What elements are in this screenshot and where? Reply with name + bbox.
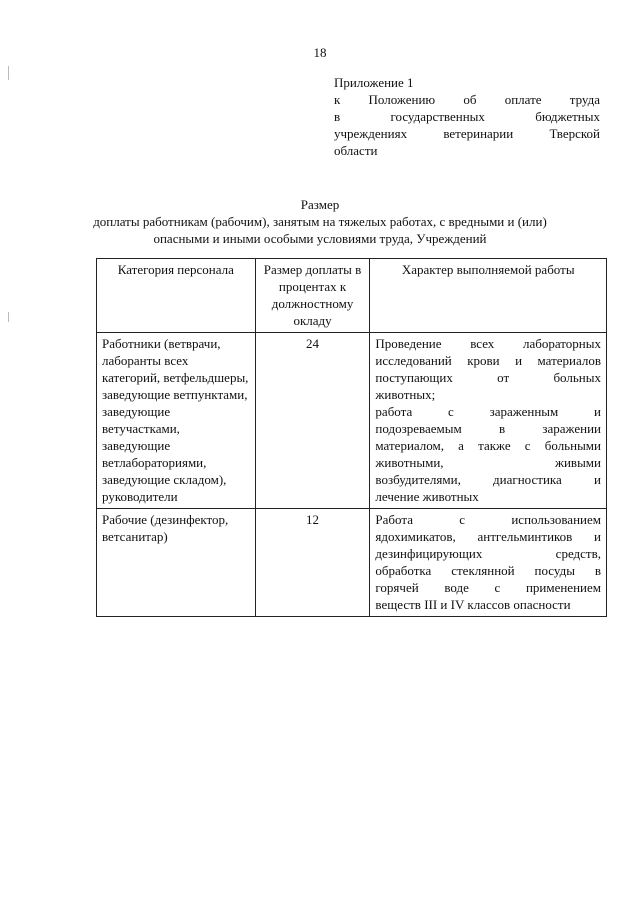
- description-line: лечение животных: [375, 489, 479, 504]
- appendix-line: к Положению об оплате труда: [334, 92, 600, 107]
- page-number: 18: [313, 45, 327, 60]
- table-header-row: [97, 259, 607, 333]
- description-line: работа с зараженным и: [375, 404, 601, 419]
- description-line: обработка стеклянной посуды в: [375, 563, 601, 578]
- appendix-line: в государственных бюджетных: [334, 109, 600, 124]
- description-line: горячей воде с применением: [375, 580, 601, 595]
- header-category: Категория персонала: [97, 259, 256, 333]
- document-heading: [0, 196, 640, 247]
- description-line: дезинфицирующих средств,: [375, 546, 601, 561]
- description-line: ядохимикатов, антгельминтиков и: [375, 529, 601, 544]
- header-description: Характер выполняемой работы: [370, 259, 607, 333]
- description-line: животных;: [375, 387, 436, 402]
- heading-title: Размер: [300, 197, 340, 212]
- description-line: животными, живыми: [375, 455, 601, 470]
- description-line: возбудителями, диагностика и: [375, 472, 601, 487]
- cell-description: [370, 333, 607, 509]
- cell-description: [370, 509, 607, 617]
- description-line: поступающих от больных: [375, 370, 601, 385]
- cell-size: 24: [255, 333, 370, 509]
- header-size: Размер доплаты в процентах к должностному окладу: [255, 259, 370, 333]
- table-row: [97, 509, 607, 617]
- table-row: [97, 333, 607, 509]
- cell-category: Работники (ветврачи, лаборанты всех категорий, ветфельдшеры, заведующие ветпунктами, заведующие ветучастками, заведующие ветлабораториями, заведующие складом), руководители: [97, 333, 256, 509]
- description-line: подозреваемым в заражении: [375, 421, 601, 436]
- scan-edge-mark: [8, 66, 9, 80]
- appendix-line: Приложение 1: [334, 75, 414, 90]
- appendix-line: учреждениях ветеринарии Тверской: [334, 126, 600, 141]
- description-line: Проведение всех лабораторных: [375, 336, 601, 351]
- description-line: исследований крови и материалов: [375, 353, 601, 368]
- heading-subtitle: доплаты работникам (рабочим), занятым на тяжелых работах, с вредными и (или) опасными и иными особыми условиями труда, Учреждений: [93, 214, 547, 246]
- description-line: веществ III и IV классов опасности: [375, 597, 571, 612]
- appendix-note: [334, 74, 600, 159]
- appendix-line: области: [334, 143, 378, 158]
- scan-edge-mark: [8, 312, 9, 322]
- description-line: Работа с использованием: [375, 512, 601, 527]
- allowance-table: [96, 258, 607, 617]
- cell-size: 12: [255, 509, 370, 617]
- cell-category: Рабочие (дезинфектор, ветсанитар): [97, 509, 256, 617]
- description-line: материалом, а также с больными: [375, 438, 601, 453]
